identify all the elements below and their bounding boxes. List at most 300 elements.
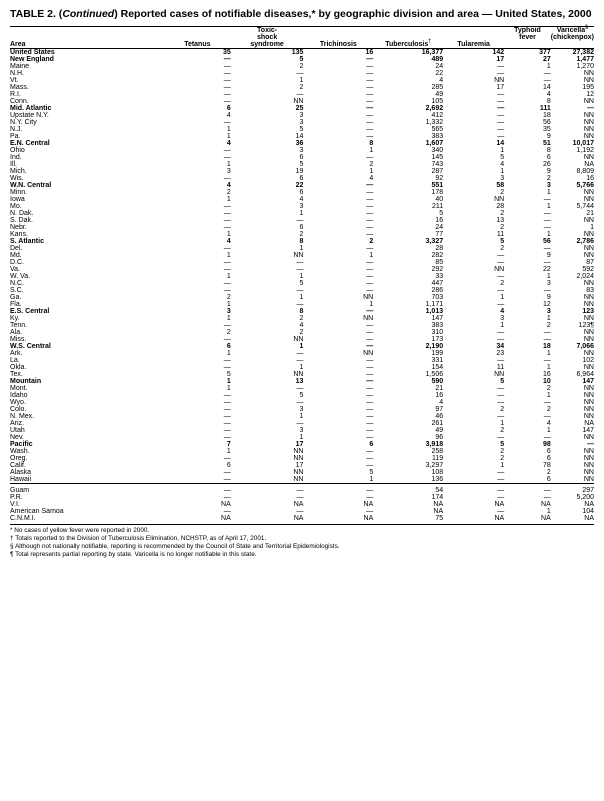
table-row <box>10 357 594 364</box>
row-value-6: NN <box>583 97 594 105</box>
row-value-3: 286 <box>431 286 444 294</box>
row-area-label: W.N. Central <box>10 181 52 189</box>
row-value-6: NN <box>583 279 594 287</box>
row-value-0: 1 <box>226 384 231 392</box>
row-area-label: Maine <box>10 62 30 70</box>
row-value-0: — <box>223 419 231 427</box>
row-area-label: Kans. <box>10 230 28 238</box>
row-value-2: — <box>366 377 374 385</box>
row-value-0: — <box>223 475 231 483</box>
row-value-1: NN <box>293 454 304 462</box>
row-value-4: — <box>497 335 505 343</box>
row-value-6: NN <box>583 328 594 336</box>
row-value-2: — <box>366 426 374 434</box>
row-value-4: 1 <box>500 419 505 427</box>
row-value-2: — <box>366 307 374 315</box>
row-area-label: Ill. <box>10 160 17 168</box>
row-value-3: 174 <box>431 493 444 501</box>
row-value-0: 1 <box>226 349 231 357</box>
row-value-6: NN <box>583 412 594 420</box>
table-row <box>10 203 594 210</box>
row-area-label: La. <box>10 356 20 364</box>
row-value-0: — <box>223 391 231 399</box>
row-value-0: 1 <box>226 160 231 168</box>
row-value-2: — <box>366 125 374 133</box>
row-value-4: 2 <box>500 426 505 434</box>
row-value-3: 287 <box>431 167 444 175</box>
row-value-1: 1 <box>299 293 304 301</box>
row-value-1: — <box>296 69 304 77</box>
table-row <box>10 494 594 501</box>
row-value-1: — <box>296 398 304 406</box>
row-value-1: 13 <box>295 377 304 385</box>
row-value-3: 3,918 <box>425 440 444 448</box>
table-row <box>10 105 594 112</box>
row-area-label: E.S. Central <box>10 307 50 315</box>
row-value-2: — <box>366 486 374 494</box>
table-row <box>10 259 594 266</box>
table-row <box>10 441 594 448</box>
row-value-6: 123¶ <box>578 321 594 329</box>
row-value-4: NN <box>494 195 505 203</box>
row-value-6: 147 <box>582 377 594 385</box>
row-value-4: 11 <box>496 230 505 238</box>
row-value-5: 1 <box>546 507 551 515</box>
row-value-1: 3 <box>299 146 304 154</box>
row-value-2: — <box>366 279 374 287</box>
table-row <box>10 273 594 280</box>
row-value-0: — <box>223 412 231 420</box>
row-value-3: 28 <box>435 244 444 252</box>
row-value-3: 340 <box>431 146 444 154</box>
row-value-0: — <box>223 62 231 70</box>
row-area-label: Wyo. <box>10 398 26 406</box>
row-value-4: 4 <box>500 160 505 168</box>
row-value-0: — <box>223 90 231 98</box>
row-value-6: NN <box>583 454 594 462</box>
row-value-4: — <box>497 111 505 119</box>
row-value-5: 3 <box>546 279 551 287</box>
header-typhoid-blank <box>504 41 551 49</box>
row-value-0: — <box>223 153 231 161</box>
table-row <box>10 427 594 434</box>
row-value-0: — <box>223 507 231 515</box>
row-value-5: 377 <box>539 48 551 56</box>
row-value-1: 3 <box>299 426 304 434</box>
row-area-label: Vt. <box>10 76 19 84</box>
header-tss-line3: syndrome <box>250 40 284 48</box>
row-area-label: Mo. <box>10 202 22 210</box>
row-value-2: — <box>366 97 374 105</box>
row-value-6: NN <box>583 314 594 322</box>
row-value-4: — <box>497 118 505 126</box>
row-value-3: 46 <box>435 412 444 420</box>
row-value-5: — <box>543 195 551 203</box>
row-value-1: 8 <box>299 237 304 245</box>
row-value-5: 1 <box>546 363 551 371</box>
row-value-1: — <box>296 216 304 224</box>
row-value-3: 136 <box>431 475 444 483</box>
footnote-0: * No cases of yellow fever were reported in 2000. <box>10 526 150 534</box>
table-row <box>10 515 594 522</box>
row-value-1: 6 <box>299 153 304 161</box>
row-value-1: — <box>296 349 304 357</box>
row-value-4: 2 <box>500 188 505 196</box>
header-tuberculosis-blank2 <box>373 34 443 41</box>
row-value-6: NN <box>583 293 594 301</box>
row-value-3: 49 <box>435 90 444 98</box>
row-value-6: NN <box>583 118 594 126</box>
row-value-5: 1 <box>546 62 551 70</box>
row-value-3: 33 <box>435 272 444 280</box>
row-value-5: — <box>543 216 551 224</box>
row-value-5: — <box>543 244 551 252</box>
row-value-4: — <box>497 507 505 515</box>
row-value-6: NN <box>583 251 594 259</box>
row-value-5: 2 <box>546 174 551 182</box>
row-value-3: 16 <box>435 216 444 224</box>
row-value-4: 28 <box>496 202 505 210</box>
table-row <box>10 508 594 515</box>
row-value-4: NA <box>494 514 505 522</box>
row-value-1: NA <box>293 500 304 508</box>
row-value-1: 4 <box>299 195 304 203</box>
row-value-2: — <box>366 384 374 392</box>
table-row <box>10 392 594 399</box>
row-value-2: — <box>366 258 374 266</box>
header-tuberculosis: Tuberculosis† <box>385 38 432 48</box>
row-value-1: 5 <box>299 391 304 399</box>
row-area-label: Mont. <box>10 384 28 392</box>
row-value-4: — <box>497 272 505 280</box>
row-value-6: NN <box>583 132 594 140</box>
row-value-5: 6 <box>546 153 551 161</box>
row-value-2: — <box>366 188 374 196</box>
row-value-1: 2 <box>299 314 304 322</box>
row-value-4: 11 <box>496 363 505 371</box>
header-tularemia-blank2 <box>443 34 504 41</box>
row-value-2: 5 <box>369 468 374 476</box>
row-value-2: — <box>366 391 374 399</box>
row-value-5: 6 <box>546 447 551 455</box>
row-area-label: New England <box>10 55 54 63</box>
row-value-2: — <box>366 181 374 189</box>
row-value-4: 1 <box>500 461 505 469</box>
row-value-3: 49 <box>435 426 444 434</box>
row-area-label: Del. <box>10 244 23 252</box>
row-value-0: 1 <box>226 447 231 455</box>
row-value-4: — <box>497 97 505 105</box>
row-value-0: — <box>223 454 231 462</box>
row-value-2: — <box>366 461 374 469</box>
row-value-2: — <box>366 230 374 238</box>
row-value-3: 590 <box>431 377 444 385</box>
row-value-4: 23 <box>496 349 505 357</box>
row-value-0: 1 <box>226 251 231 259</box>
table-row <box>10 308 594 315</box>
row-value-1: 1 <box>299 363 304 371</box>
row-value-3: 3,327 <box>425 237 444 245</box>
row-value-6: NN <box>583 398 594 406</box>
table-row <box>10 406 594 413</box>
table-row <box>10 98 594 105</box>
table-row <box>10 196 594 203</box>
row-value-1: — <box>296 300 304 308</box>
row-value-3: 4 <box>439 76 444 84</box>
row-value-5: NA <box>541 514 551 522</box>
row-value-6: 1,270 <box>576 62 594 70</box>
row-value-4: — <box>497 258 505 266</box>
row-value-1: — <box>296 493 304 501</box>
row-value-2: — <box>366 272 374 280</box>
row-value-1: 6 <box>299 223 304 231</box>
row-value-1: 2 <box>299 62 304 70</box>
row-area-label: S.C. <box>10 286 24 294</box>
table-row <box>10 343 594 350</box>
row-value-0: — <box>223 216 231 224</box>
row-value-2: — <box>366 118 374 126</box>
row-area-label: Utah <box>10 426 25 434</box>
row-value-5: 1 <box>546 391 551 399</box>
row-value-0: 1 <box>226 300 231 308</box>
table-row <box>10 413 594 420</box>
row-value-6: NA <box>584 419 594 427</box>
row-value-4: 3 <box>500 174 505 182</box>
row-value-1: 1 <box>299 209 304 217</box>
row-value-1: 2 <box>299 230 304 238</box>
row-value-0: 4 <box>226 111 231 119</box>
row-area-label: N.C. <box>10 279 24 287</box>
row-value-3: 22 <box>435 69 444 77</box>
row-value-1: — <box>296 486 304 494</box>
row-value-1: 3 <box>299 118 304 126</box>
row-value-2: NA <box>363 514 374 522</box>
row-value-4: 2 <box>500 209 505 217</box>
row-value-5: 1 <box>546 188 551 196</box>
page-title <box>10 8 594 21</box>
row-value-1: 17 <box>295 440 304 448</box>
row-area-label: Pacific <box>10 440 33 448</box>
row-value-6: 8,809 <box>576 167 594 175</box>
row-value-2: 1 <box>369 475 374 483</box>
row-value-0: 4 <box>226 139 231 147</box>
table-row <box>10 154 594 161</box>
row-value-3: 292 <box>431 265 444 273</box>
table-row <box>10 77 594 84</box>
row-value-1: 1 <box>299 412 304 420</box>
row-value-5: 1 <box>546 272 551 280</box>
table-row <box>10 147 594 154</box>
table-row <box>10 301 594 308</box>
row-value-3: 92 <box>435 174 444 182</box>
table-row <box>10 84 594 91</box>
row-value-0: 6 <box>226 342 231 350</box>
row-value-4: — <box>497 125 505 133</box>
row-value-0: — <box>223 321 231 329</box>
table-row <box>10 175 594 182</box>
row-value-1: NN <box>293 251 304 259</box>
row-value-5: — <box>543 69 551 77</box>
row-area-label: Md. <box>10 251 22 259</box>
row-value-2: 2 <box>369 237 374 245</box>
row-value-1: NA <box>293 514 304 522</box>
row-value-5: 22 <box>542 265 551 273</box>
row-area-label: Tenn. <box>10 321 28 329</box>
row-area-label: American Samoa <box>10 507 64 515</box>
row-value-1: 5 <box>299 55 304 63</box>
row-value-0: 6 <box>226 461 231 469</box>
row-area-label: Colo. <box>10 405 27 413</box>
row-value-3: 97 <box>435 405 444 413</box>
header-tuberculosis-blank <box>373 26 443 34</box>
row-value-4: — <box>497 90 505 98</box>
header-varicella-blank <box>551 41 594 49</box>
row-value-3: 285 <box>431 83 444 91</box>
row-value-6: NN <box>583 447 594 455</box>
row-value-5: 6 <box>546 475 551 483</box>
row-area-label: Alaska <box>10 468 32 476</box>
row-value-2: — <box>366 153 374 161</box>
row-value-3: 383 <box>431 321 444 329</box>
table-row <box>10 476 594 484</box>
row-value-5: 111 <box>539 104 551 112</box>
row-value-4: — <box>497 412 505 420</box>
table-row <box>10 182 594 189</box>
row-value-0: 4 <box>226 237 231 245</box>
row-area-label: N. Dak. <box>10 209 34 217</box>
row-value-3: 5 <box>439 209 444 217</box>
row-value-6: 12 <box>586 90 594 98</box>
row-value-3: 551 <box>431 181 444 189</box>
header-tularemia-blank <box>443 26 504 34</box>
row-value-6: NN <box>583 195 594 203</box>
header-typhoid-line1: Typhoid <box>514 26 541 34</box>
row-value-4: — <box>497 251 505 259</box>
row-value-1: — <box>296 258 304 266</box>
row-value-4: 1 <box>500 146 505 154</box>
row-value-5: 9 <box>546 293 551 301</box>
row-value-1: 1 <box>299 76 304 84</box>
row-value-1: 5 <box>299 279 304 287</box>
row-value-1: 2 <box>299 83 304 91</box>
row-value-6: 5,200 <box>576 493 594 501</box>
row-area-label: Ohio <box>10 146 25 154</box>
table-row <box>10 455 594 462</box>
row-value-2: — <box>366 370 374 378</box>
row-value-5: 8 <box>546 97 551 105</box>
row-value-2: NA <box>363 500 374 508</box>
row-value-4: 1 <box>500 321 505 329</box>
row-value-5: NA <box>541 500 551 508</box>
row-value-0: — <box>223 244 231 252</box>
table-row <box>10 315 594 322</box>
row-value-6: 2,024 <box>576 272 594 280</box>
row-value-1: — <box>296 356 304 364</box>
row-area-label: E.N. Central <box>10 139 50 147</box>
row-value-1: 5 <box>299 125 304 133</box>
header-typhoid-line2: fever <box>519 33 536 41</box>
row-value-2: — <box>366 328 374 336</box>
row-area-label: W. Va. <box>10 272 31 280</box>
row-value-6: NN <box>583 69 594 77</box>
row-value-6: NN <box>583 300 594 308</box>
table-row <box>10 161 594 168</box>
row-area-label: Wash. <box>10 447 30 455</box>
row-value-6: NN <box>583 76 594 84</box>
table-row <box>10 48 594 56</box>
table-row <box>10 140 594 147</box>
row-value-5: 2 <box>546 321 551 329</box>
row-value-4: 13 <box>496 216 505 224</box>
table-row <box>10 119 594 126</box>
row-value-0: — <box>223 209 231 217</box>
row-value-1: NN <box>293 475 304 483</box>
row-value-3: 105 <box>431 97 444 105</box>
row-value-6: NN <box>583 230 594 238</box>
table-row <box>10 294 594 301</box>
row-value-2: — <box>366 111 374 119</box>
row-value-3: 743 <box>431 160 444 168</box>
row-value-4: NN <box>494 370 505 378</box>
row-value-1: 19 <box>295 167 304 175</box>
row-value-0: — <box>223 486 231 494</box>
varicella-footnote-marker: § <box>585 24 589 31</box>
table-row <box>10 420 594 427</box>
row-value-6: NN <box>583 384 594 392</box>
table-row <box>10 469 594 476</box>
row-value-2: 16 <box>365 48 374 56</box>
row-value-0: — <box>223 202 231 210</box>
header-trichinosis-blank <box>303 26 373 34</box>
header-area: Area <box>10 40 26 48</box>
row-value-3: 258 <box>431 447 444 455</box>
row-value-1: 22 <box>295 181 304 189</box>
header-tetanus-blank2 <box>164 34 231 41</box>
row-value-2: — <box>366 433 374 441</box>
table-row <box>10 448 594 455</box>
row-value-4: 2 <box>500 223 505 231</box>
row-value-5: 9 <box>546 251 551 259</box>
row-value-4: 58 <box>496 181 505 189</box>
row-value-5: 4 <box>546 90 551 98</box>
header-tularemia: Tularemia <box>457 40 490 48</box>
row-value-3: 261 <box>431 419 444 427</box>
row-value-4: 142 <box>492 48 505 56</box>
row-value-3: 383 <box>431 132 444 140</box>
row-value-1: 14 <box>295 132 304 140</box>
row-value-4: 2 <box>500 244 505 252</box>
row-value-3: 331 <box>431 356 444 364</box>
row-value-3: 54 <box>435 486 444 494</box>
row-value-5: 26 <box>542 160 551 168</box>
row-value-4: — <box>497 328 505 336</box>
row-area-label: Ala. <box>10 328 23 336</box>
row-value-6: NN <box>583 468 594 476</box>
row-area-label: Guam <box>10 486 30 494</box>
row-value-3: 40 <box>435 195 444 203</box>
row-value-4: — <box>497 69 505 77</box>
row-value-3: 24 <box>435 62 444 70</box>
row-value-0: 5 <box>226 370 231 378</box>
row-value-5: 27 <box>542 55 551 63</box>
row-value-1: NN <box>293 370 304 378</box>
row-value-6: 16 <box>586 174 594 182</box>
row-value-5: — <box>543 76 551 84</box>
row-area-label: Va. <box>10 265 20 273</box>
row-value-2: 1 <box>369 300 374 308</box>
row-value-2: — <box>366 69 374 77</box>
row-value-0: — <box>223 468 231 476</box>
